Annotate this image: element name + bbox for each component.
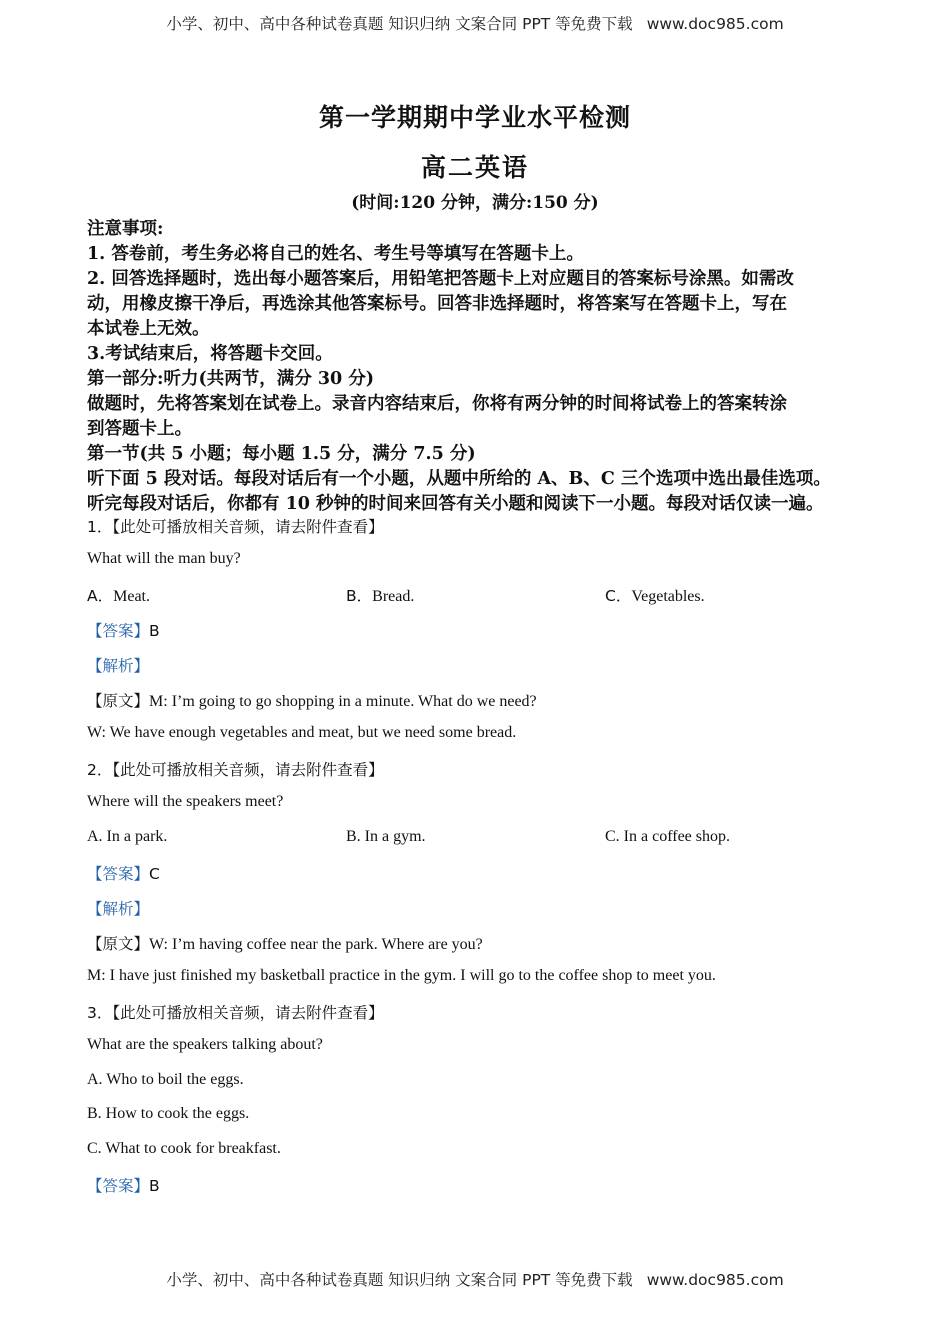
part1-desc-line-1: 做题时，先将答案划在试卷上。录音内容结束后，你将有两分钟的时间将试卷上的答案转涂 bbox=[87, 394, 787, 414]
page-header bbox=[0, 12, 950, 34]
page-footer bbox=[0, 1268, 950, 1290]
header-text: 小学、初中、高中各种试卷真题 知识归纳 文案合同 PPT 等免费下载 bbox=[166, 15, 633, 33]
audio-note: 【此处可播放相关音频，请去附件查看】 bbox=[112, 518, 384, 536]
question-2-option-b: B. In a gym. bbox=[346, 828, 426, 845]
notice-item-2-line-3: 本试卷上无效。 bbox=[87, 319, 210, 339]
answer-label: 【答案】 bbox=[87, 1177, 150, 1195]
part1-heading: 第一部分:听力(共两节，满分 30 分) bbox=[87, 369, 375, 389]
question-1-option-a bbox=[87, 584, 150, 606]
section1-desc-line-2: 听完每段对话后，你都有 10 秒钟的时间来回答有关小题和阅读下一小题。每段对话仅读一遍。 bbox=[87, 494, 824, 514]
question-2-option-c: C. In a coffee shop. bbox=[605, 828, 730, 845]
question-1-stem: What will the man buy? bbox=[87, 550, 241, 567]
question-1-answer bbox=[87, 619, 160, 641]
answer-value: B bbox=[149, 1177, 160, 1195]
question-1-original-line-2: W: We have enough vegetables and meat, but we need some bread. bbox=[87, 724, 517, 741]
question-2-audio[interactable] bbox=[87, 758, 384, 780]
question-2-analysis bbox=[87, 897, 149, 919]
notice-item-2-line-1: 2. 回答选择题时，选出每小题答案后，用铅笔把答题卡上对应题目的答案标号涂黑。如需改 bbox=[87, 269, 794, 289]
notice-heading: 注意事项: bbox=[87, 219, 164, 239]
question-2-original-line-2: M: I have just finished my basketball practice in the gym. I will go to the coffee shop to meet you. bbox=[87, 967, 716, 984]
answer-value: C bbox=[149, 865, 160, 883]
section1-desc-line-1: 听下面 5 段对话。每段对话后有一个小题，从题中所给的 A、B、C 三个选项中选出最佳选项。 bbox=[87, 469, 831, 489]
notice-item-1: 1. 答卷前，考生务必将自己的姓名、考生号等填写在答题卡上。 bbox=[87, 244, 584, 264]
question-3-option-c: C. What to cook for breakfast. bbox=[87, 1140, 281, 1157]
question-2-answer bbox=[87, 862, 160, 884]
question-3-audio[interactable] bbox=[87, 1001, 384, 1023]
subject-title: 高二英语 bbox=[420, 153, 529, 182]
question-3-option-a: A. Who to boil the eggs. bbox=[87, 1071, 244, 1088]
option-text: Bread. bbox=[372, 588, 415, 605]
question-3-option-b: B. How to cook the eggs. bbox=[87, 1105, 250, 1122]
answer-value: B bbox=[149, 622, 160, 640]
question-1-option-b bbox=[346, 584, 414, 606]
option-text: Vegetables. bbox=[631, 588, 705, 605]
question-1-original bbox=[87, 689, 537, 711]
option-letter: C． bbox=[605, 587, 632, 605]
original-line-1: W: I’m having coffee near the park. Where are you? bbox=[149, 936, 483, 953]
question-number: 3． bbox=[87, 1004, 113, 1022]
question-1-analysis bbox=[87, 654, 149, 676]
exam-info: (时间:120 分钟，满分:150 分) bbox=[351, 193, 599, 213]
original-label: 【原文】 bbox=[87, 692, 150, 710]
audio-note: 【此处可播放相关音频，请去附件查看】 bbox=[112, 761, 384, 779]
option-letter: B． bbox=[346, 587, 373, 605]
question-3-stem: What are the speakers talking about? bbox=[87, 1036, 323, 1053]
footer-url[interactable]: www.doc985.com bbox=[646, 1271, 784, 1289]
section1-heading: 第一节(共 5 小题；每小题 1.5 分，满分 7.5 分) bbox=[87, 444, 476, 464]
question-number: 1． bbox=[87, 518, 113, 536]
footer-text: 小学、初中、高中各种试卷真题 知识归纳 文案合同 PPT 等免费下载 bbox=[166, 1271, 633, 1289]
option-text: Meat. bbox=[113, 588, 150, 605]
question-number: 2． bbox=[87, 761, 113, 779]
question-2-original bbox=[87, 932, 483, 954]
analysis-label: 【解析】 bbox=[87, 657, 150, 675]
part1-desc-line-2: 到答题卡上。 bbox=[87, 419, 192, 439]
question-2-option-a: A. In a park. bbox=[87, 828, 168, 845]
question-3-answer bbox=[87, 1174, 160, 1196]
option-letter: A． bbox=[87, 587, 114, 605]
header-url[interactable]: www.doc985.com bbox=[646, 15, 784, 33]
original-line-1: M: I’m going to go shopping in a minute. What do we need? bbox=[149, 693, 537, 710]
answer-label: 【答案】 bbox=[87, 865, 150, 883]
answer-label: 【答案】 bbox=[87, 622, 150, 640]
notice-item-2-line-2: 动，用橡皮擦干净后，再选涂其他答案标号。回答非选择题时，将答案写在答题卡上，写在 bbox=[87, 294, 787, 314]
question-2-stem: Where will the speakers meet? bbox=[87, 793, 284, 810]
notice-item-3: 3.考试结束后，将答题卡交回。 bbox=[87, 344, 333, 364]
analysis-label: 【解析】 bbox=[87, 900, 150, 918]
original-label: 【原文】 bbox=[87, 935, 150, 953]
exam-title: 第一学期期中学业水平检测 bbox=[318, 103, 631, 132]
audio-note: 【此处可播放相关音频，请去附件查看】 bbox=[112, 1004, 384, 1022]
question-1-audio[interactable] bbox=[87, 515, 384, 537]
question-1-option-c bbox=[605, 584, 705, 606]
